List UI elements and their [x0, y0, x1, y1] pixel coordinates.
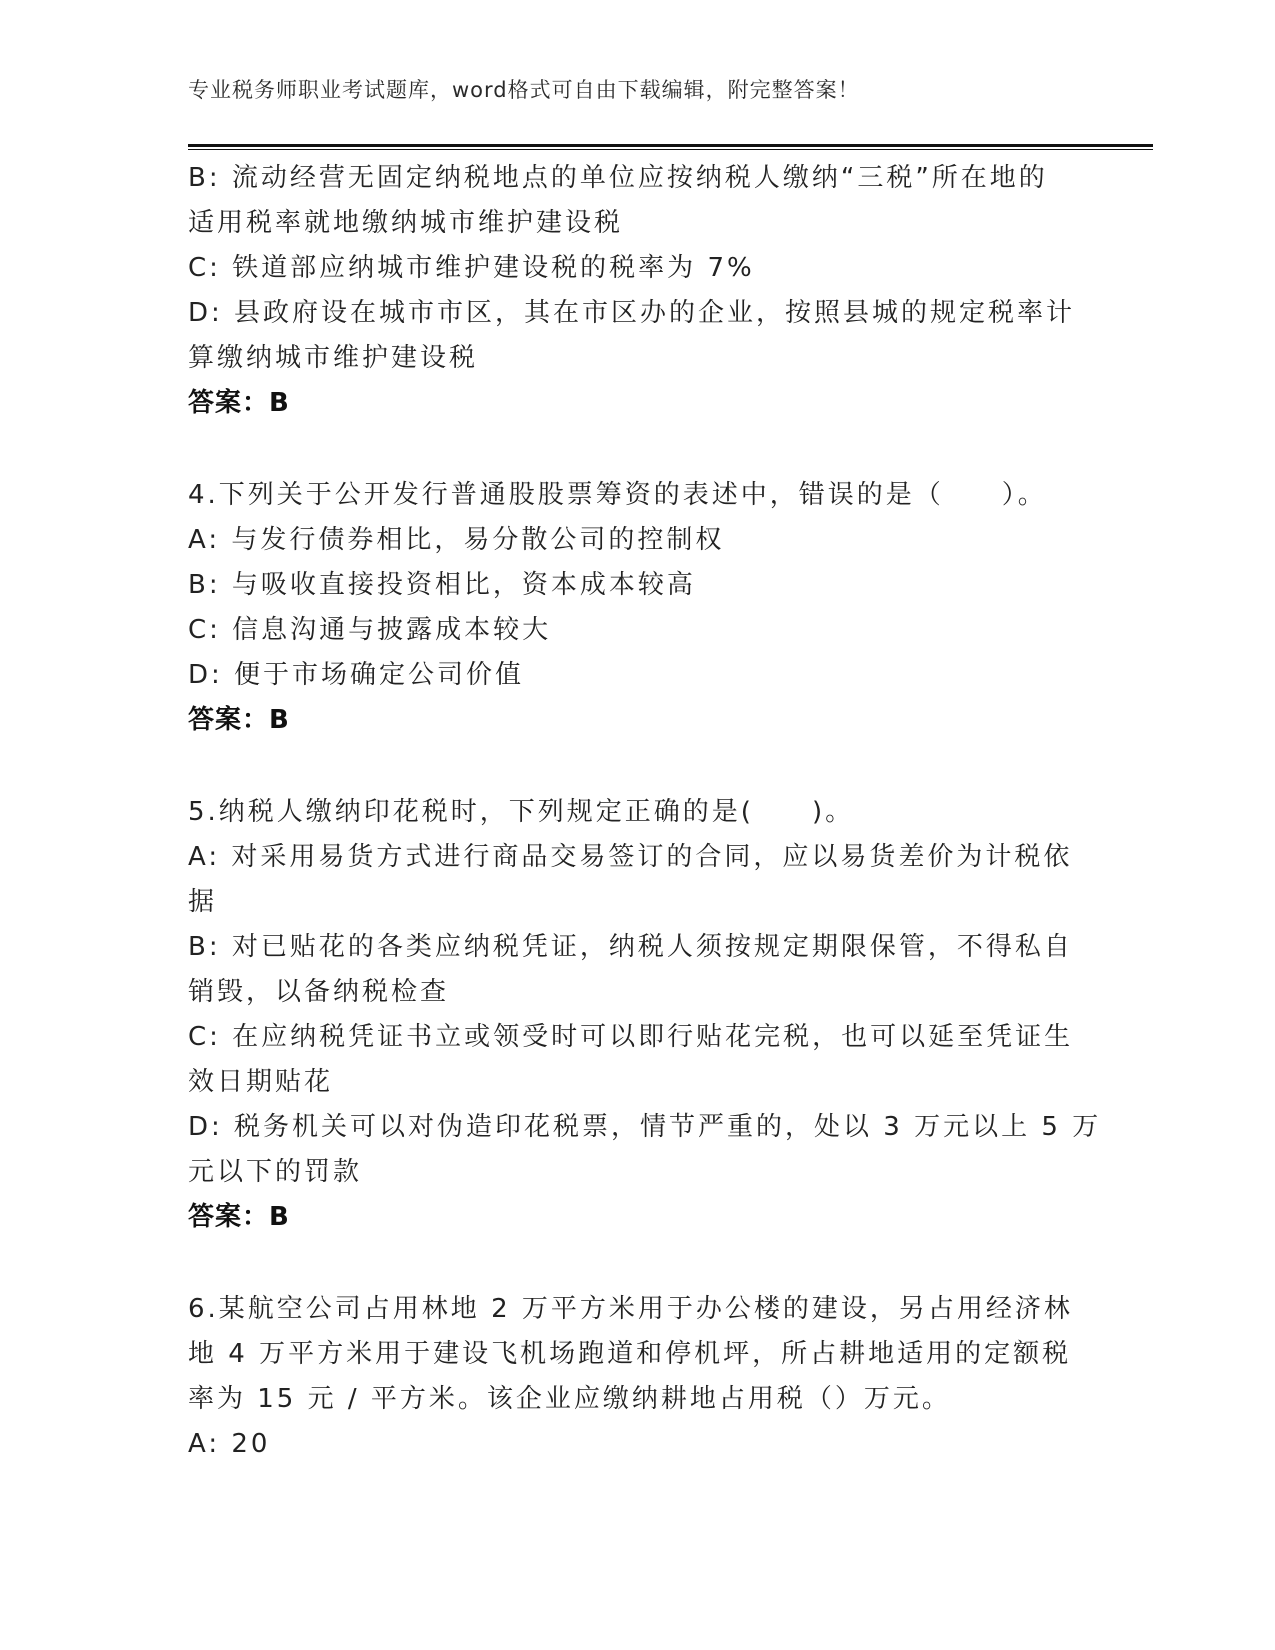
q3-answer: 答案：B	[188, 388, 290, 418]
question-4-block	[188, 473, 1088, 743]
page-header: 专业税务师职业考试题库，word格式可自由下载编辑，附完整答案！	[188, 78, 860, 102]
q3-option-c: C: 铁道部应纳城市维护建设税的税率为 7%	[188, 253, 755, 283]
q3-option-d-line2: 算缴纳城市维护建设税	[188, 343, 479, 373]
question-6-block	[188, 1287, 1088, 1467]
q5-option-c-line1: C: 在应纳税凭证书立或领受时可以即行贴花完税，也可以延至凭证生	[188, 1022, 1074, 1052]
document-content	[188, 156, 1102, 1467]
q5-option-c-line2: 效日期贴花	[188, 1067, 334, 1097]
q3-option-b-line1: B: 流动经营无固定纳税地点的单位应按纳税人缴纳“三税”所在地的	[188, 163, 1048, 193]
q4-option-c: C: 信息沟通与披露成本较大	[188, 615, 552, 645]
header-divider-thick	[188, 144, 1153, 147]
q5-option-a-line1: A: 对采用易货方式进行商品交易签订的合同，应以易货差价为计税依	[188, 842, 1073, 872]
q6-question-line3: 率为 15 元 / 平方米。该企业应缴纳耕地占用税（）万元。	[188, 1384, 951, 1414]
q4-option-b: B: 与吸收直接投资相比，资本成本较高	[188, 570, 696, 600]
q5-option-d-line2: 元以下的罚款	[188, 1157, 363, 1187]
question-5-block	[188, 790, 1102, 1240]
q6-option-a: A: 20	[188, 1429, 271, 1459]
q6-question-line2: 地 4 万平方米用于建设飞机场跑道和停机坪，所占耕地适用的定额税	[188, 1339, 1072, 1369]
q5-option-b-line2: 销毁，以备纳税检查	[188, 977, 450, 1007]
q3-option-b-line2: 适用税率就地缴纳城市维护建设税	[188, 208, 624, 238]
q5-question: 5.纳税人缴纳印花税时，下列规定正确的是( )。	[188, 797, 855, 827]
spacer	[188, 743, 1088, 790]
q4-question: 4.下列关于公开发行普通股股票筹资的表述中，错误的是（ ）。	[188, 480, 1047, 510]
q4-option-d: D: 便于市场确定公司价值	[188, 660, 525, 690]
q5-option-d-line1: D: 税务机关可以对伪造印花税票，情节严重的，处以 3 万元以上 5 万	[188, 1112, 1102, 1142]
q3-option-d-line1: D: 县政府设在城市市区，其在市区办的企业，按照县城的规定税率计	[188, 298, 1076, 328]
spacer	[188, 426, 1088, 473]
q4-option-a: A: 与发行债券相比，易分散公司的控制权	[188, 525, 725, 555]
q5-option-b-line1: B: 对已贴花的各类应纳税凭证，纳税人须按规定期限保管，不得私自	[188, 932, 1073, 962]
question-3-block	[188, 156, 1088, 426]
q5-answer: 答案：B	[188, 1202, 290, 1232]
q4-answer: 答案：B	[188, 705, 290, 735]
q5-option-a-line2: 据	[188, 887, 218, 917]
header-divider-thin	[188, 149, 1153, 150]
q6-question-line1: 6.某航空公司占用林地 2 万平方米用于办公楼的建设，另占用经济林	[188, 1294, 1073, 1324]
spacer	[188, 1240, 1088, 1287]
